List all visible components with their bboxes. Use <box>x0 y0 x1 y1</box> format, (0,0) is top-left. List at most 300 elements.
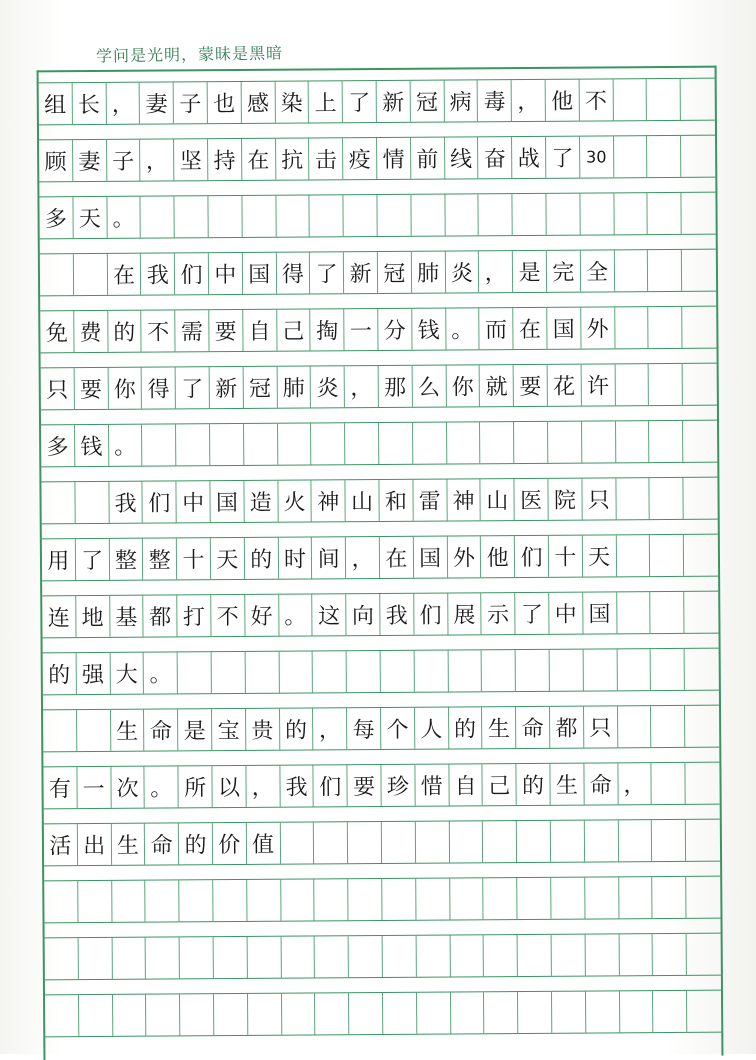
grid-cell <box>585 820 619 861</box>
grid-cell <box>552 992 586 1033</box>
grid-cell: 时 <box>278 537 312 578</box>
grid-cell: 肺 <box>412 252 446 293</box>
grid-cell: 山 <box>346 480 380 521</box>
grid-cell: 以 <box>212 766 246 807</box>
grid-cell: 要 <box>514 365 548 406</box>
grid-cell: 天 <box>211 538 245 579</box>
grid-cell: 你 <box>108 368 142 409</box>
grid-cell: 所 <box>179 766 213 807</box>
grid-cell: 需 <box>175 310 209 351</box>
grid-cell: 线 <box>445 137 479 178</box>
grid-cell: 而 <box>480 308 514 349</box>
grid-cell: 贵 <box>246 709 280 750</box>
grid-cell <box>685 649 719 690</box>
grid-cell: 中 <box>177 481 211 522</box>
grid-cell <box>349 993 383 1034</box>
grid-cell: 天 <box>583 535 617 576</box>
grid-cell: 组 <box>39 83 73 124</box>
grid-cell <box>551 821 585 862</box>
grid-row <box>40 249 716 297</box>
grid-cell <box>44 881 78 922</box>
grid-cell <box>648 193 682 234</box>
grid-cell: 妻 <box>140 82 174 123</box>
grid-cell: 是 <box>513 251 547 292</box>
grid-cell <box>276 195 310 236</box>
grid-cell: 多 <box>39 197 73 238</box>
grid-cell: 外 <box>581 307 615 348</box>
grid-cell <box>45 995 79 1036</box>
grid-cell <box>248 994 282 1035</box>
grid-cell: 在 <box>107 254 141 295</box>
grid-cell <box>513 194 547 235</box>
grid-cell <box>448 650 482 691</box>
grid-cell: 情 <box>377 138 411 179</box>
grid-cell: 在 <box>380 537 414 578</box>
grid-cell: 全 <box>581 250 615 291</box>
grid-cell: 大 <box>110 653 144 694</box>
grid-cell <box>619 877 653 918</box>
grid-cell <box>649 364 683 405</box>
grid-cell <box>213 880 247 921</box>
grid-cell: 中 <box>209 253 243 294</box>
grid-cell: 出 <box>78 824 112 865</box>
grid-cell: ， <box>479 251 513 292</box>
grid-cell <box>141 196 175 237</box>
grid-cell <box>686 877 720 918</box>
grid-row <box>43 705 719 753</box>
grid-cell <box>379 423 413 464</box>
grid-cell: 了 <box>546 137 580 178</box>
grid-cell: 用 <box>42 539 76 580</box>
grid-cell <box>214 937 248 978</box>
grid-cell <box>517 821 551 862</box>
grid-cell: 的 <box>43 653 77 694</box>
grid-cell: ， <box>313 708 347 749</box>
grid-cell: 自 <box>243 310 277 351</box>
grid-cell <box>550 650 584 691</box>
grid-cell <box>245 652 279 693</box>
grid-row <box>42 534 718 582</box>
grid-cell <box>649 307 683 348</box>
grid-cell <box>614 136 648 177</box>
grid-cell: 这 <box>313 594 347 635</box>
grid-cell: 己 <box>483 764 517 805</box>
grid-cell: 在 <box>513 308 547 349</box>
grid-cell <box>180 937 214 978</box>
grid-cell <box>212 652 246 693</box>
grid-row <box>41 477 717 525</box>
grid-cell <box>616 478 650 519</box>
grid-cell: 火 <box>278 480 312 521</box>
grid-cell: 不 <box>142 310 176 351</box>
grid-cell <box>583 649 617 690</box>
grid-cell <box>282 993 316 1034</box>
grid-cell: 中 <box>549 593 583 634</box>
grid-cell <box>112 881 146 922</box>
grid-cell <box>175 196 209 237</box>
grid-cell: 了 <box>515 593 549 634</box>
grid-cell <box>43 710 77 751</box>
grid-cell: ， <box>345 366 379 407</box>
grid-cell: 自 <box>449 764 483 805</box>
grid-cell: 了 <box>176 367 210 408</box>
grid-cell: 新 <box>377 81 411 122</box>
grid-cell: 向 <box>346 594 380 635</box>
grid-cell <box>617 649 651 690</box>
grid-cell: 了 <box>343 81 377 122</box>
grid-cell <box>684 535 718 576</box>
grid-cell: 医 <box>515 479 549 520</box>
grid-cell: 的 <box>245 538 279 579</box>
grid-cell: 命 <box>516 707 550 748</box>
grid-cell <box>315 879 349 920</box>
grid-cell: ， <box>246 766 280 807</box>
grid-cell: 30 <box>580 136 614 177</box>
grid-cell <box>613 79 647 120</box>
grid-cell: 的 <box>179 823 213 864</box>
grid-cell: 病 <box>444 80 478 121</box>
grid-cell: 惜 <box>415 765 449 806</box>
grid-cell: 十 <box>177 538 211 579</box>
grid-cell <box>585 934 619 975</box>
grid-cell <box>483 821 517 862</box>
grid-cell <box>180 994 214 1035</box>
grid-cell: 神 <box>312 480 346 521</box>
grid-cell: 子 <box>107 140 141 181</box>
header-motto: 学问是光明，蒙昧是黑暗 <box>95 43 284 66</box>
grid-cell <box>614 193 648 234</box>
grid-row <box>44 876 720 924</box>
grid-cell <box>585 877 619 918</box>
grid-cell: 整 <box>109 539 143 580</box>
grid-cell: 得 <box>276 252 310 293</box>
grid-cell <box>580 193 614 234</box>
grid-cell: 分 <box>378 309 412 350</box>
grid-cell <box>146 880 180 921</box>
grid-cell <box>518 992 552 1033</box>
grid-cell: 上 <box>309 81 343 122</box>
grid-cell: 展 <box>448 593 482 634</box>
grid-cell: 击 <box>309 138 343 179</box>
grid-cell <box>618 820 652 861</box>
grid-cell: 掏 <box>311 309 345 350</box>
grid-cell <box>313 651 347 692</box>
grid-cell <box>40 254 74 295</box>
grid-cell: 值 <box>247 823 281 864</box>
grid-cell: 人 <box>415 708 449 749</box>
grid-cell <box>344 195 378 236</box>
grid-cell: ， <box>618 763 652 804</box>
grid-cell <box>179 880 213 921</box>
grid-cell: 子 <box>174 82 208 123</box>
grid-cell: 的 <box>517 764 551 805</box>
grid-cell: 了 <box>310 252 344 293</box>
grid-cell: 我 <box>109 482 143 523</box>
grid-cell: 的 <box>280 708 314 749</box>
grid-cell <box>314 822 348 863</box>
grid-cell: 有 <box>43 767 77 808</box>
grid-cell <box>650 535 684 576</box>
grid-cell <box>377 195 411 236</box>
grid-cell: 的 <box>449 707 483 748</box>
grid-cell <box>450 878 484 919</box>
grid-cell: 毒 <box>478 80 512 121</box>
grid-cell <box>653 877 687 918</box>
grid-cell <box>682 250 716 291</box>
grid-cell: 都 <box>144 595 178 636</box>
grid-cell <box>146 994 180 1035</box>
grid-cell: 坚 <box>174 139 208 180</box>
grid-cell <box>310 195 344 236</box>
grid-cell <box>75 482 109 523</box>
grid-cell <box>479 194 513 235</box>
grid-cell <box>78 938 112 979</box>
grid-cell: 就 <box>480 365 514 406</box>
grid-cell <box>682 307 716 348</box>
grid-cell: 不 <box>579 79 613 120</box>
grid-row <box>44 819 720 867</box>
grid-cell <box>616 535 650 576</box>
grid-cell <box>548 422 582 463</box>
grid-row <box>43 762 719 810</box>
grid-cell: 个 <box>381 708 415 749</box>
grid-cell: 们 <box>175 253 209 294</box>
grid-cell <box>146 937 180 978</box>
grid-cell <box>347 651 381 692</box>
grid-row <box>43 648 719 696</box>
grid-cell: 次 <box>111 767 145 808</box>
grid-cell <box>247 880 281 921</box>
grid-cell: 要 <box>348 765 382 806</box>
grid-cell <box>78 881 112 922</box>
grid-cell <box>652 763 686 804</box>
grid-cell: 我 <box>380 594 414 635</box>
grid-cell: 我 <box>280 765 314 806</box>
grid-cell: 染 <box>275 81 309 122</box>
grid-cell <box>349 936 383 977</box>
grid-cell <box>315 936 349 977</box>
grid-cell: 。 <box>145 766 179 807</box>
grid-cell: 也 <box>208 82 242 123</box>
grid-cell <box>416 822 450 863</box>
grid-cell <box>281 936 315 977</box>
grid-cell <box>414 651 448 692</box>
grid-row <box>41 420 717 468</box>
grid-cell <box>247 937 281 978</box>
grid-cell <box>615 364 649 405</box>
grid-cell: 强 <box>76 653 110 694</box>
grid-cell: 疫 <box>343 138 377 179</box>
grid-cell <box>551 878 585 919</box>
grid-cell <box>582 421 616 462</box>
grid-cell: 国 <box>210 481 244 522</box>
grid-cell <box>687 991 721 1032</box>
grid-cell <box>281 879 315 920</box>
grid-cell: 不 <box>211 595 245 636</box>
grid-cell <box>514 422 548 463</box>
grid-cell: 打 <box>177 595 211 636</box>
grid-cell: 费 <box>74 311 108 352</box>
grid-cell <box>112 938 146 979</box>
grid-cell <box>279 651 313 692</box>
grid-cell: 你 <box>446 365 480 406</box>
grid-cell: 国 <box>414 537 448 578</box>
grid-cell <box>619 934 653 975</box>
grid-cell: 们 <box>314 765 348 806</box>
grid-cell: 顾 <box>39 140 73 181</box>
grid-cell <box>652 820 686 861</box>
grid-cell: 在 <box>242 139 276 180</box>
grid-cell <box>176 424 210 465</box>
grid-cell: 肺 <box>277 366 311 407</box>
grid-cell: 钱 <box>75 425 109 466</box>
grid-cell: 冠 <box>243 367 277 408</box>
grid-cell: 珍 <box>381 765 415 806</box>
grid-cell: 持 <box>208 139 242 180</box>
grid-cell: 生 <box>550 764 584 805</box>
grid-cell: 间 <box>312 537 346 578</box>
grid-cell <box>618 706 652 747</box>
grid-cell <box>311 423 345 464</box>
grid-cell <box>178 652 212 693</box>
grid-cell: 要 <box>209 310 243 351</box>
grid-cell: 只 <box>584 706 618 747</box>
grid-cell: 外 <box>447 536 481 577</box>
grid-cell: 活 <box>44 824 78 865</box>
grid-cell: 多 <box>41 425 75 466</box>
grid-cell <box>653 991 687 1032</box>
grid-cell: 雷 <box>413 480 447 521</box>
grid-cell: 天 <box>73 197 107 238</box>
grid-cell: 新 <box>344 252 378 293</box>
grid-cell: 那 <box>379 366 413 407</box>
grid-cell: 命 <box>584 763 618 804</box>
grid-cell: 感 <box>241 82 275 123</box>
grid-cell <box>208 196 242 237</box>
grid-cell <box>647 136 681 177</box>
grid-cell <box>447 422 481 463</box>
grid-cell <box>417 993 451 1034</box>
grid-cell: 妻 <box>73 140 107 181</box>
grid-cell: 命 <box>145 823 179 864</box>
grid-cell <box>546 194 580 235</box>
grid-cell <box>450 935 484 976</box>
grid-cell <box>684 478 718 519</box>
grid-cell: 前 <box>411 138 445 179</box>
grid-cell: ， <box>106 83 140 124</box>
grid-cell <box>686 820 720 861</box>
grid-cell <box>517 878 551 919</box>
grid-cell: 只 <box>582 478 616 519</box>
grid-cell: 。 <box>109 425 143 466</box>
grid-cell: 示 <box>482 593 516 634</box>
grid-cell: 冠 <box>410 81 444 122</box>
grid-cell <box>113 995 147 1036</box>
grid-cell <box>682 193 716 234</box>
grid-cell <box>683 421 717 462</box>
grid-row <box>45 990 721 1038</box>
grid-cell: ， <box>140 139 174 180</box>
grid-cell <box>651 706 685 747</box>
grid-cell <box>348 822 382 863</box>
grid-cell: 新 <box>210 367 244 408</box>
grid-cell <box>650 478 684 519</box>
grid-cell <box>77 710 111 751</box>
grid-cell <box>586 991 620 1032</box>
grid-cell <box>383 936 417 977</box>
grid-cell: 生 <box>111 824 145 865</box>
grid-cell: ， <box>512 80 546 121</box>
grid-cell: 生 <box>111 710 145 751</box>
grid-cell: 他 <box>481 536 515 577</box>
grid-cell <box>552 935 586 976</box>
grid-cell <box>74 254 108 295</box>
grid-cell <box>315 993 349 1034</box>
grid-cell <box>278 423 312 464</box>
grid-cell: 价 <box>213 823 247 864</box>
grid-cell: 。 <box>144 652 178 693</box>
grid-cell: 么 <box>412 366 446 407</box>
grid-cell: 长 <box>72 83 106 124</box>
grid-cell: 我 <box>141 253 175 294</box>
grid-cell: 和 <box>379 480 413 521</box>
grid-cell: 每 <box>347 708 381 749</box>
grid-row <box>39 135 715 183</box>
grid-cell <box>210 424 244 465</box>
grid-cell <box>681 136 715 177</box>
grid-cell <box>687 934 721 975</box>
grid-cell: 连 <box>42 596 76 637</box>
grid-cell: 奋 <box>478 137 512 178</box>
grid-cell: 冠 <box>378 252 412 293</box>
grid-cell <box>79 995 113 1036</box>
grid-cell <box>518 935 552 976</box>
grid-cell: 抗 <box>276 138 310 179</box>
grid-cell: 了 <box>76 539 110 580</box>
grid-cell <box>244 424 278 465</box>
grid-cell <box>381 651 415 692</box>
grid-cell: 。 <box>279 594 313 635</box>
grid-cell: ， <box>346 537 380 578</box>
grid-cell: 国 <box>583 592 617 633</box>
grid-cell: 是 <box>178 709 212 750</box>
grid-cell <box>616 421 650 462</box>
grid-cell: 钱 <box>412 309 446 350</box>
grid-cell: 只 <box>41 368 75 409</box>
grid-cell <box>649 421 683 462</box>
grid-cell: 己 <box>277 309 311 350</box>
grid-cell: 都 <box>550 707 584 748</box>
grid-cell: 生 <box>482 707 516 748</box>
grid-cell: 基 <box>110 596 144 637</box>
grid-cell: 完 <box>547 251 581 292</box>
grid-cell <box>516 650 550 691</box>
grid-cell: 造 <box>244 481 278 522</box>
grid-cell <box>142 424 176 465</box>
grid-cell <box>345 423 379 464</box>
grid-cell <box>451 992 485 1033</box>
grid-cell <box>685 706 719 747</box>
grid-cell <box>214 994 248 1035</box>
grid-cell: 们 <box>515 536 549 577</box>
grid-row <box>41 363 717 411</box>
grid-cell: 一 <box>77 767 111 808</box>
grid-cell: 好 <box>245 595 279 636</box>
grid-cell: 整 <box>143 538 177 579</box>
grid-cell: 得 <box>142 367 176 408</box>
grid-cell: 许 <box>581 364 615 405</box>
grid-cell: 他 <box>546 80 580 121</box>
